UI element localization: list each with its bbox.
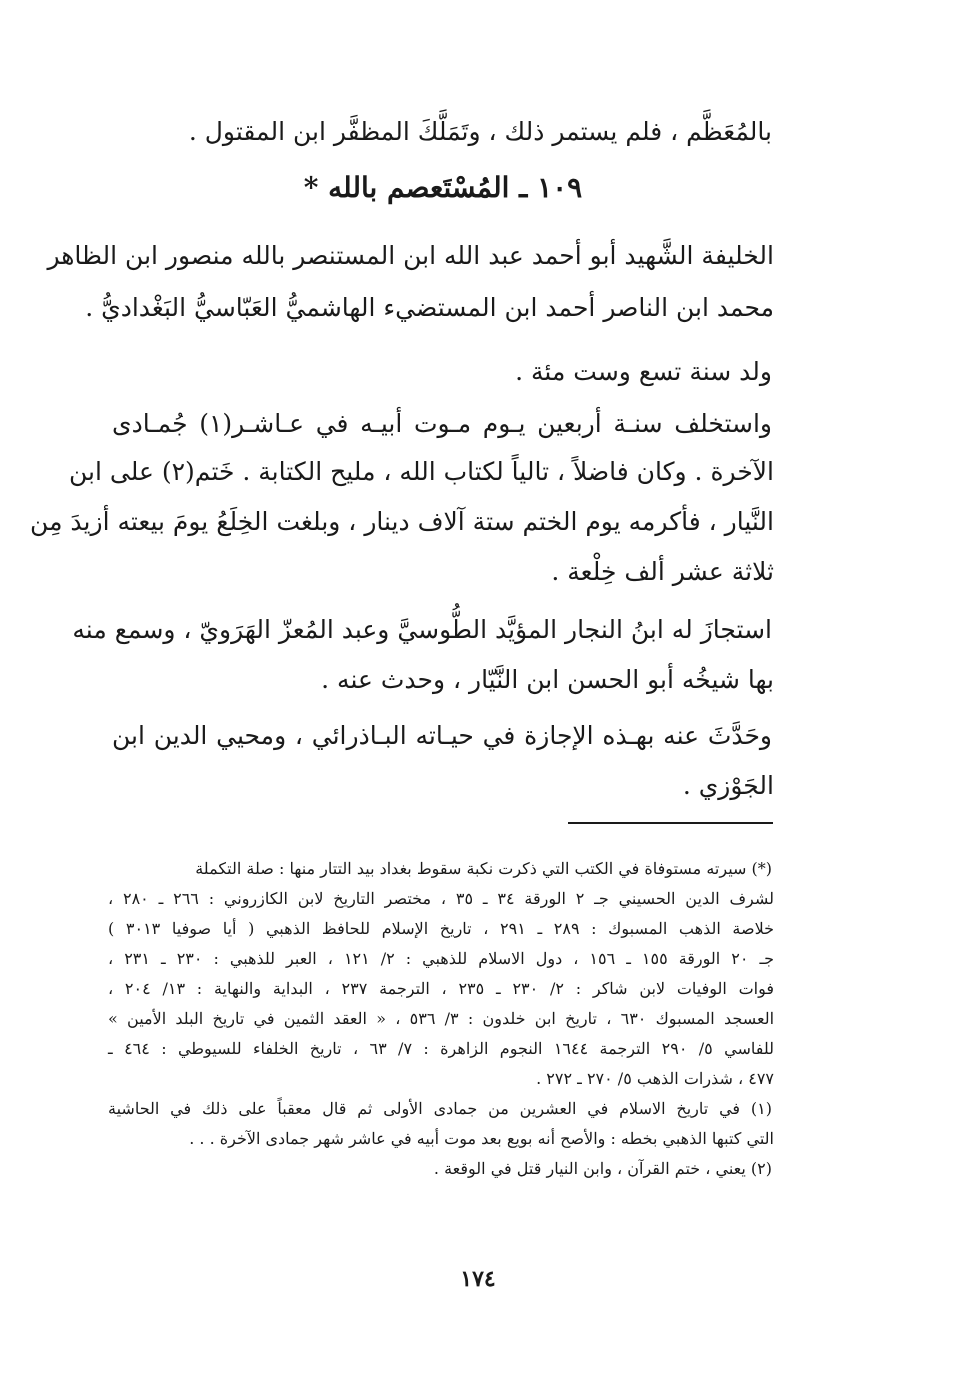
body-line-4: ولد سنة تسع وست مئة . <box>515 357 772 386</box>
body-line-11: وحَدَّثَ عنه بهـذه الإجازة في حيـاته البـاذرائي ، ومحيي الدين ابن <box>112 721 772 750</box>
body-line-7: النَّيار ، فأكرمه يوم الختم ستة آلاف دينار ، وبلغت الخِلَعُ يومَ بيعته أزيدَ مِن <box>30 507 774 536</box>
footnote-line-1: (*) سيرته مستوفاة في الكتب التي ذكرت نكبة سقوط بغداد بيد التتار منها : صلة التكملة <box>195 859 772 878</box>
footnote-line-9: (١) في تاريخ الاسلام في العشرين من جمادى الأولى ثم قال معقباً على ذلك في الحاشية <box>108 1099 772 1118</box>
body-line-5: واستخلف سنـة أربعين يـوم مـوت أبيـه في عـاشـر(١) جُمـادى <box>112 409 773 438</box>
body-line-6: الآخرة . وكان فاضلاً ، تالياً لكتاب الله ، مليح الكتابة . خَتم(٢) على ابن <box>68 457 774 486</box>
body-line-12: الجَوْزي . <box>682 771 774 800</box>
footnote-line-7: للفاسي ٥/ ٢٩٠ الترجمة ١٦٤٤ النجوم الزاهرة : ٧/ ٦٣ ، تاريخ الخلفاء للسيوطي : ٤٦٤ ـ <box>108 1039 775 1058</box>
footnote-line-8: ٤٧٧ ، شذرات الذهب ٥/ ٢٧٠ ـ ٢٧٢ . <box>536 1069 774 1088</box>
footnote-line-11: (٢) يعني ، ختم القرآن ، وابن النيار قتل في الوقعة . <box>433 1159 772 1178</box>
body-line-10: بها شيخُه أبو الحسن ابن النَّيّار ، وحدث عنه . <box>321 665 774 694</box>
footnote-line-4: جـ ٢٠ الورقة ١٥٥ ـ ١٥٦ ، دول الاسلام للذهبي : ٢/ ١٢١ ، العبر للذهبي : ٢٣٠ ـ ٢٣١ ، <box>108 949 775 968</box>
body-line-8: ثلاثة عشر ألف خِلْعة . <box>551 557 774 586</box>
footnote-line-6: العسجد المسبوك ٦٣٠ ، تاريخ ابن خلدون : ٣/ ٥٣٦ ، « العقد الثمين في تاريخ البلد الأمين » <box>108 1009 775 1028</box>
page-number: ١٧٤ <box>460 1266 496 1292</box>
footnote-line-10: التي كتبها الذهبي بخطه : والأصح أنه بويع بعد موت أبيه في عاشر شهر جمادى الآخرة . . . <box>189 1129 774 1148</box>
body-line-3: محمد ابن الناصر أحمد ابن المستضيء الهاشميُّ العَبّاسيُّ البَغْداديُّ . <box>85 293 774 322</box>
footnote-line-2: لشرف الدين الحسيني جـ ٢ الورقة ٣٤ ـ ٣٥ ، مختصر التاريخ لابن الكازروني : ٢٦٦ ـ ٢٨٠ ، <box>108 889 775 908</box>
footnote-separator <box>568 822 773 824</box>
footnote-line-3: خلاصة الذهب المسبوك : ٢٨٩ ـ ٢٩١ ، تاريخ الإسلام للحافظ الذهبي ( أيا صوفيا ٣٠١٣ ) <box>108 919 775 938</box>
body-line-1: بالمُعَظَّم ، فلم يستمر ذلك ، وتَمَلَّكَ المظفَّر ابن المقتول . <box>188 117 772 146</box>
footnote-line-5: فوات الوفيات لابن شاكر : ٢/ ٢٣٠ ـ ٢٣٥ ، الترجمة ٢٣٧ ، البداية والنهاية : ١٣/ ٢٠٤ ، <box>108 979 775 998</box>
body-line-9: استجازَ له ابنُ النجار المؤيَّد الطُّوسيَّ وعبد المُعزّ الهَرَويّ ، وسمع منه <box>72 615 772 644</box>
body-line-2: الخليفة الشَّهيد أبو أحمد عبد الله ابن المستنصر بالله منصور ابن الظاهر <box>47 241 774 270</box>
section-heading: ١٠٩ ـ المُسْتَعصم بالله * <box>303 171 583 204</box>
